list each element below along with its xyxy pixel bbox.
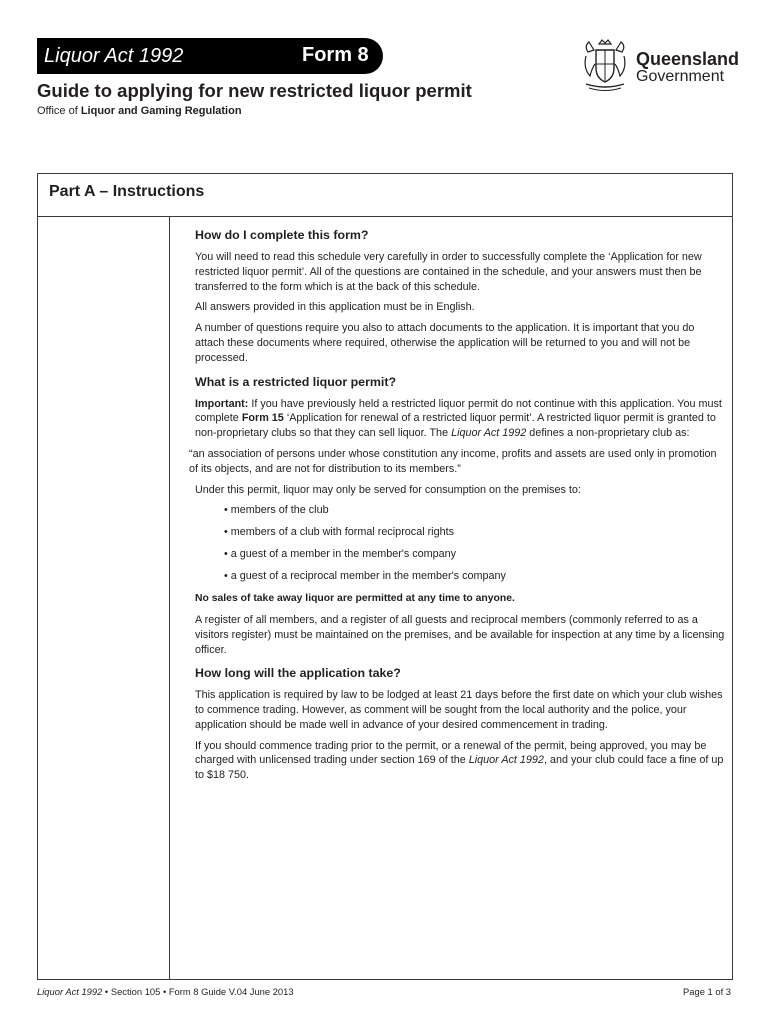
important-label: Important:	[195, 397, 249, 410]
heading-how-complete: How do I complete this form?	[195, 228, 369, 242]
form-banner	[37, 38, 383, 74]
paragraph: Under this permit, liquor may only be served for consumption on the premises to:	[195, 483, 581, 496]
part-a-heading: Part A – Instructions	[49, 183, 205, 200]
definition-quote: “an association of persons under whose constitution any income, profits and assets are used only in promotion of its objects, and are not for distribution to its members.”	[189, 447, 717, 475]
permit-bullet-list	[195, 503, 725, 584]
important-paragraph	[195, 397, 725, 441]
list-item: • members of a club with formal reciprocal rights	[224, 526, 454, 539]
liquor-act-ref: Liquor Act 1992	[468, 754, 544, 767]
queensland-government-logo	[580, 38, 740, 94]
page-number: Page 1 of 3	[683, 986, 731, 997]
coat-of-arms-icon	[580, 38, 630, 94]
important-text-3: defines a non-proprietary club as:	[526, 427, 690, 440]
office-line	[37, 105, 242, 117]
instructions-content	[189, 228, 725, 789]
paragraph: This application is required by law to be lodged at least 21 days before the first date on which your club wishes to commence trading. However, as comment will be sought from the local authority and the police, your application should be made well in advance of your desired commencement in trading.	[195, 689, 723, 731]
footer-reference	[37, 986, 294, 997]
important-text-1: If you have previously held a restricted liquor permit do not continue with this application. You must complete	[195, 397, 722, 425]
footer-details: • Section 105 • Form 8 Guide V.04 June 2013	[102, 986, 294, 997]
logo-queensland: Queensland	[636, 49, 740, 69]
office-name: Liquor and Gaming Regulation	[80, 105, 242, 117]
column-divider	[169, 217, 170, 979]
list-item: • a guest of a member in the member's company	[224, 548, 457, 561]
office-prefix: Office of	[37, 105, 81, 117]
heading-how-long: How long will the application take?	[195, 666, 401, 681]
heading-what-is-permit: What is a restricted liquor permit?	[195, 374, 397, 389]
important-text-2: ‘Application for renewal of a restricted liquor permit’. A restricted liquor permit is granted to non-proprietary clubs so that they can sell liquor. The	[195, 412, 716, 440]
list-item: • members of the club	[224, 504, 329, 517]
footer-act: Liquor Act 1992	[37, 986, 103, 997]
banner-act: Liquor Act 1992	[44, 45, 184, 67]
document-title: Guide to applying for new restricted liquor permit	[37, 80, 472, 101]
banner-form-number: Form 8	[302, 44, 369, 66]
paragraph: All answers provided in this application must be in English.	[195, 301, 475, 314]
paragraph: You will need to read this schedule very carefully in order to successfully complete the ‘Application for new restricted liquor permit’. All of the questions are contained in the schedule, and your answers must then be transferred to the form which is at the back of this schedule.	[195, 251, 702, 293]
part-a-header	[38, 174, 732, 217]
paragraph: A number of questions require you also to attach documents to the application. It is important that you do attach these documents where required, otherwise the application will be returned to you and will not be processed.	[195, 322, 695, 364]
liquor-act-ref: Liquor Act 1992	[451, 427, 527, 440]
logo-government: Government	[636, 68, 725, 85]
paragraph: A register of all members, and a register of all guests and reciprocal members (commonly referred to as a visitors register) must be maintained on the premises, and be available for inspection at any time by a licensing officer.	[195, 613, 725, 656]
list-item: • a guest of a reciprocal member in the member's company	[224, 570, 506, 583]
paragraph	[195, 739, 725, 783]
text: , and your club could face a fine of up to $18 750.	[195, 754, 724, 782]
text: If you should commence trading prior to the permit, or a renewal of the permit, being approved, you may be charged with unlicensed trading under section 169 of the	[195, 739, 707, 767]
form-15-ref: Form 15	[241, 412, 284, 425]
no-takeaway-note: No sales of take away liquor are permitted at any time to anyone.	[195, 593, 515, 605]
